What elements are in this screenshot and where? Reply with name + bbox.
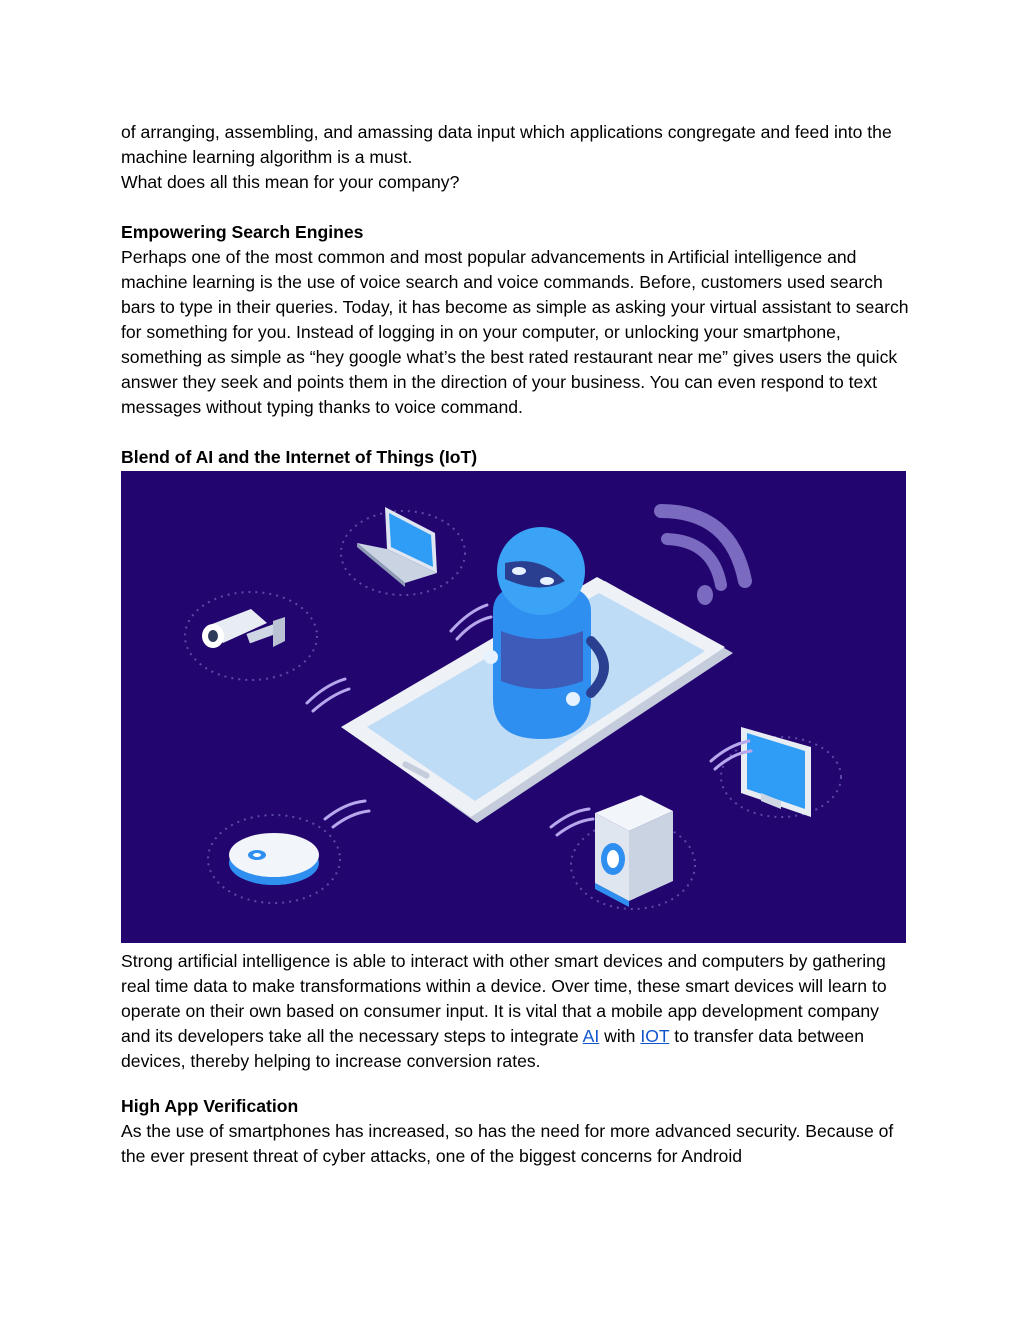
verification-heading: High App Verification bbox=[121, 1096, 299, 1116]
intro-paragraph: of arranging, assembling, and amassing data input which applications congregate and feed into the machine learning algorithm is a must. bbox=[121, 122, 892, 167]
iot-paragraph: Strong artificial intelligence is able to interact with other smart devices and computers by gathering real time data to make transformations within a device. Over time, these smart devices will learn to operate on their own based on consumer input. It is vital that a mobile app development company and its developers take all the necessary steps to integrate AI with IOT to transfer data between devices, thereby helping to increase conversion rates. bbox=[121, 951, 887, 1071]
search-paragraph: Perhaps one of the most common and most popular advancements in Artificial intelligence and machine learning is the use of voice search and voice commands. Before, customers used search bars to type in their queries. Today, it has become as simple as asking your virtual assistant to search for something for you. Instead of logging in on your computer, or unlocking your smartphone, something as simple as “hey google what’s the best rated restaurant near me” gives users the quick answer they seek and points them in the direction of your business. You can even respond to text messages without typing thanks to voice command. bbox=[121, 247, 909, 417]
iot-heading: Blend of AI and the Internet of Things (IoT) bbox=[121, 447, 478, 467]
search-heading: Empowering Search Engines bbox=[121, 222, 364, 242]
iot-link[interactable]: IOT bbox=[640, 1026, 670, 1046]
verification-paragraph: As the use of smartphones has increased, so has the need for more advanced security. Because of the ever present threat of cyber attacks, one of the biggest concerns for Android bbox=[121, 1121, 894, 1166]
ai-link[interactable]: AI bbox=[582, 1026, 600, 1046]
ai-iot-illustration bbox=[121, 471, 906, 943]
intro-question: What does all this mean for your company? bbox=[121, 172, 460, 192]
document-page bbox=[121, 120, 911, 1169]
